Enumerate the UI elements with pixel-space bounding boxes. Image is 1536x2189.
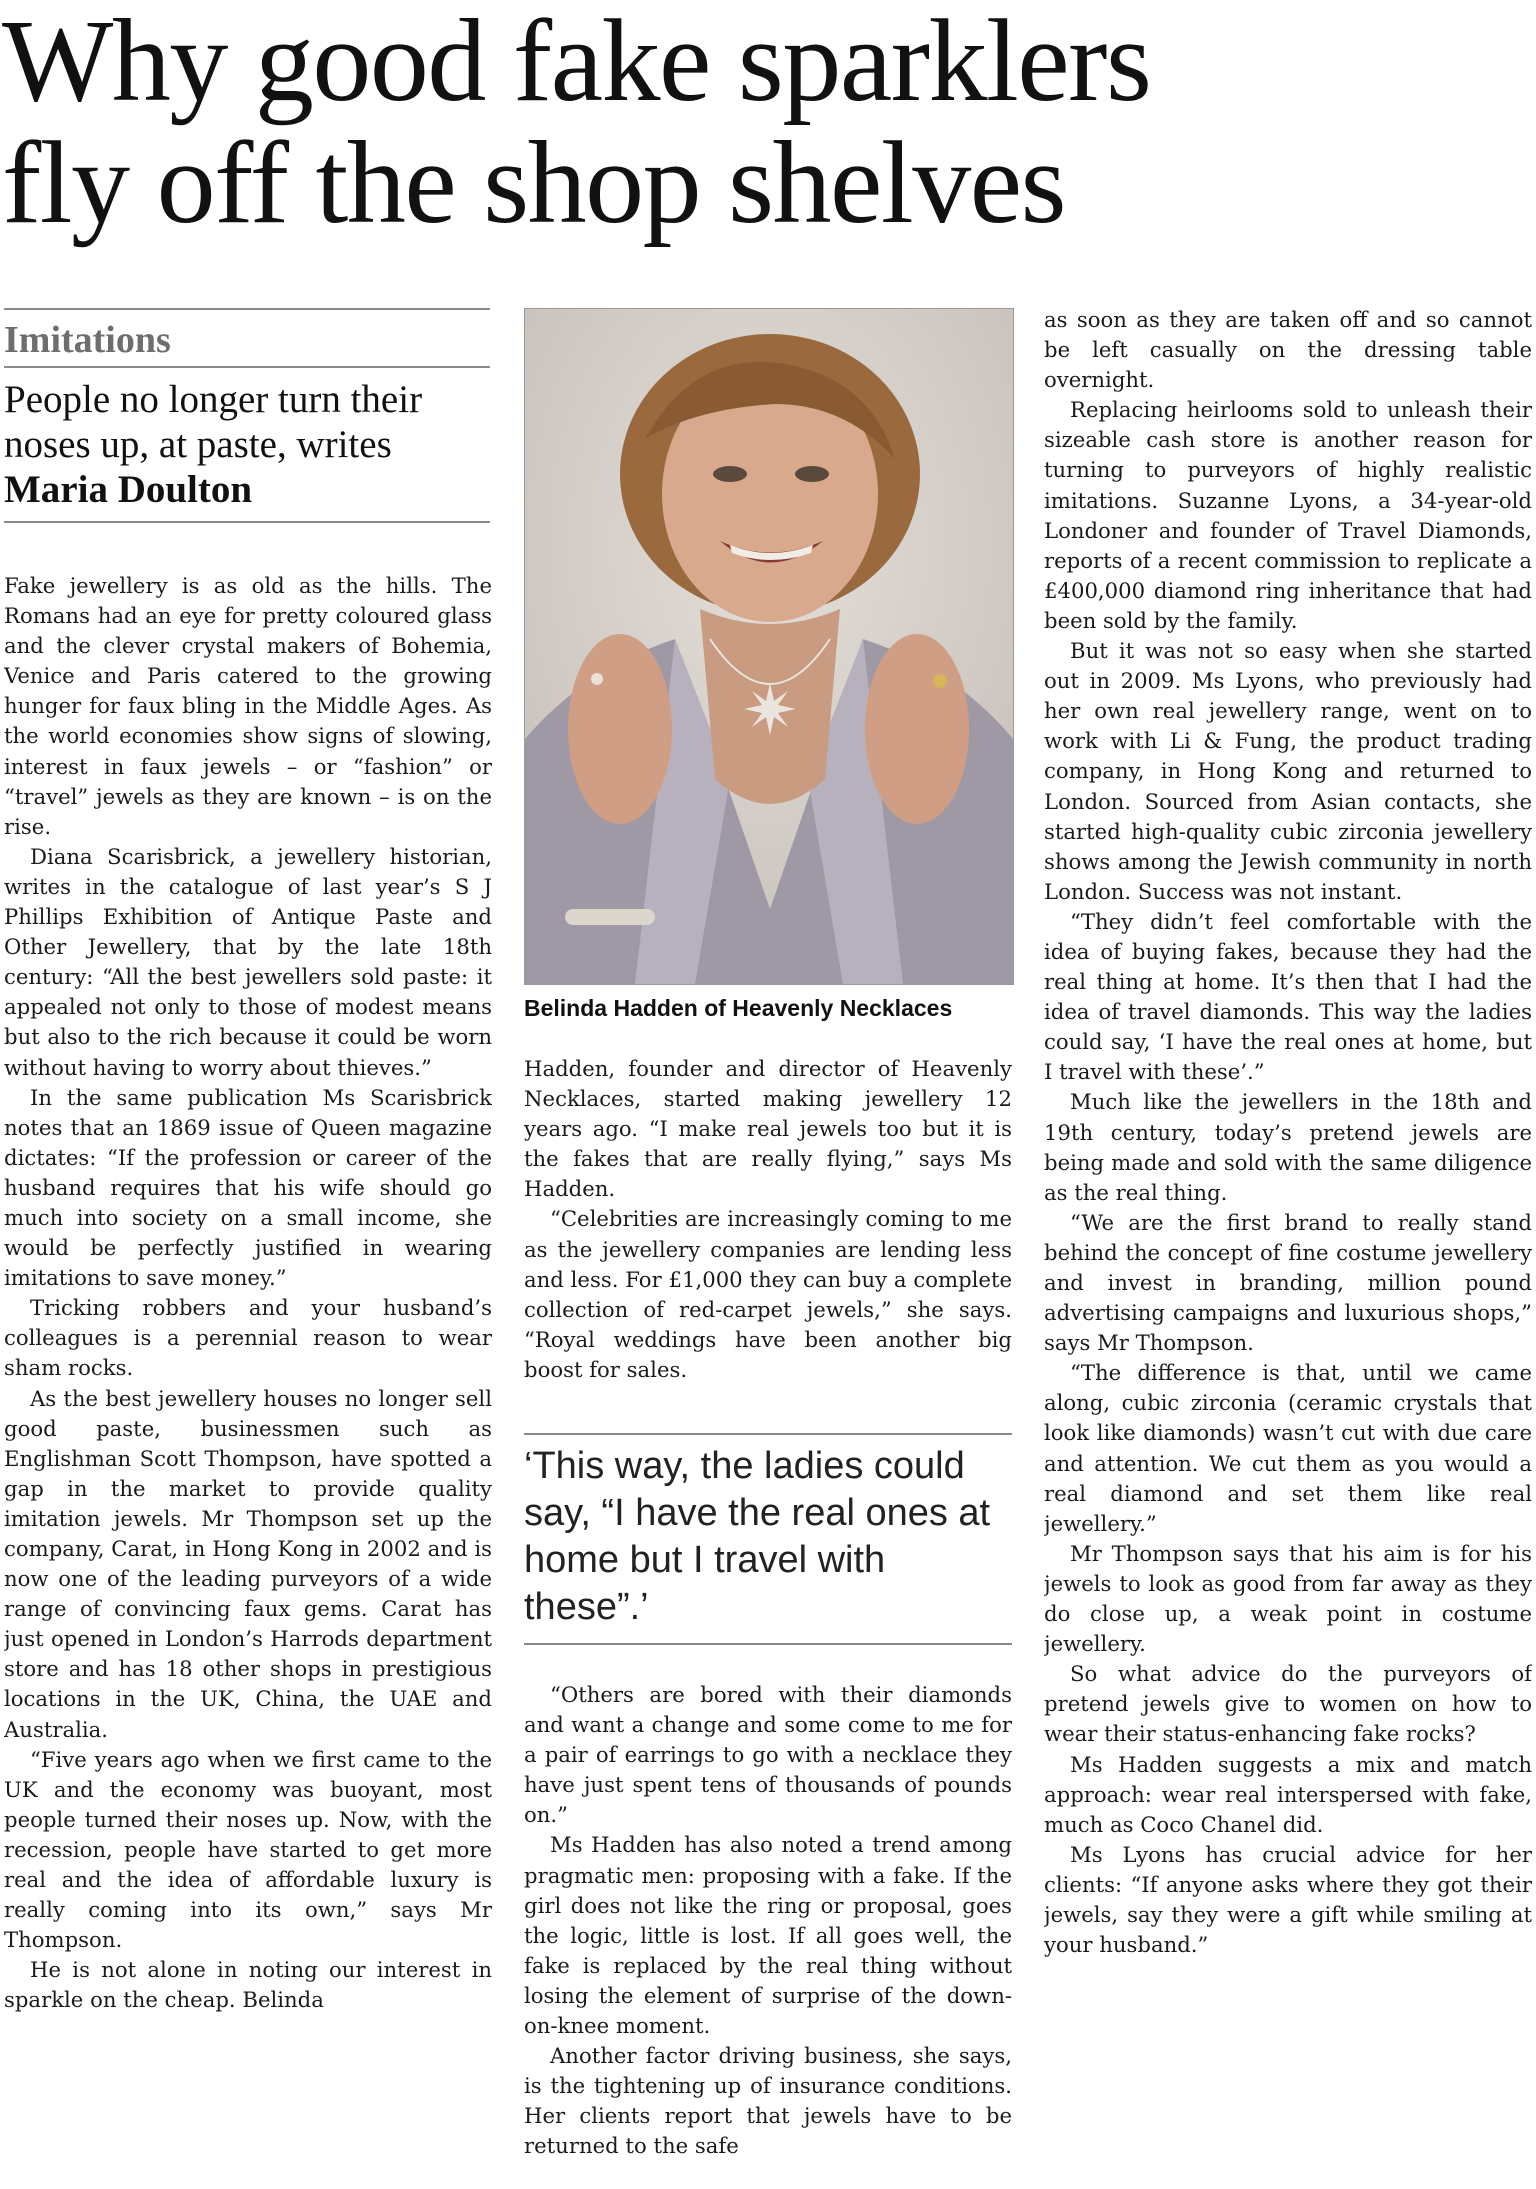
headline [2,0,1532,248]
article-column-left [4,571,492,2183]
headline-line-2: fly off the shop shelves [2,117,1065,248]
standfirst-bottom-rule [4,521,490,523]
paragraph: “Celebrities are increasingly coming to me as the jewellery companies are lending less and less. For £1,000 they can buy a complete collection of red-carpet jewels,” she says. “Royal weddings have been another big boost for sales. [524,1206,1012,1382]
portrait-illustration [525,309,1013,984]
portrait-photo [524,308,1014,985]
paragraph: Diana Scarisbrick, a jewellery historian, writes in the catalogue of last year’s S J Phillips Exhibition of Antique Paste and Other Jewellery, that by the late 18th century: “All the best jewellers sold paste: it appealed not only to those of modest means but also to the rich because it could be worn without having to worry about thieves.” [4,843,492,1080]
paragraph: “They didn’t feel comfortable with the idea of buying fakes, because they had the real thing at home. It’s then that I had the idea of travel diamonds. This way the ladies could say, ‘I have the real ones at home, but I travel with these’.” [1044,908,1532,1085]
paragraph: But it was not so easy when she started out in 2009. Ms Lyons, who previously had her own real jewellery range, went on to work with Li & Fung, the product trading company, in Hong Kong and returned to London. Sourced from Asian contacts, she started high-quality cubic zirconia jewellery shows among the Jewish community in north London. Success was not instant. [1044,638,1532,904]
paragraph: “The difference is that, until we came along, cubic zirconia (ceramic crystals that look like diamonds) wasn’t cut with due care and attention. We cut them as you would a real diamond and set them like real jewellery.” [1044,1360,1532,1536]
paragraph: “We are the first brand to really stand behind the concept of fine costume jewellery and invest in branding, million pound advertising campaigns and luxurious shops,” says Mr Thompson. [1044,1209,1532,1356]
paragraph: In the same publication Ms Scarisbrick notes that an 1869 issue of Queen magazine dictates: “If the profession or career of the husband requires that his wife should go much into society on a small income, she would be perfectly justified in wearing imitations to save money.” [4,1084,492,1291]
standfirst [4,377,490,512]
pullquote-bottom-rule [524,1643,1012,1645]
photo-caption: Belinda Hadden of Heavenly Necklaces [524,995,953,1021]
headline-line-1: Why good fake sparklers [2,0,1151,126]
kicker-top-rule [4,308,490,310]
paragraph: Much like the jewellers in the 18th and 19th century, today’s pretend jewels are being made and sold with the same diligence as the real thing. [1044,1089,1532,1205]
paragraph: As the best jewellery houses no longer sell good paste, businessmen such as Englishman Scott Thompson, have spotted a gap in the market to provide quality imitation jewels. Mr Thompson set up the company, Carat, in Hong Kong in 2002 and is now one of the leading purveyors of a wide range of convincing faux gems. Carat has just opened in London’s Harrods department store and has 18 other shops in prestigious locations in the UK, China, the UAE and Australia. [4,1385,492,1742]
paragraph: “Others are bored with their diamonds and want a change and some come to me for a pair of earrings to go with a necklace they have just spent tens of thousands of pounds on.” [524,1682,1012,1828]
paragraph: as soon as they are taken off and so cannot be left casually on the dressing table overnight. [1044,307,1532,393]
paragraph: So what advice do the purveyors of pretend jewels give to women on how to wear their status-enhancing fake rocks? [1044,1661,1532,1747]
paragraph: Another factor driving business, she says, is the tightening up of insurance conditions. Her clients report that jewels have to be returned to the safe [524,2043,1012,2159]
paragraph: Mr Thompson says that his aim is for his jewels to look as good from far away as they do close up, a weak point in costume jewellery. [1044,1540,1532,1657]
paragraph: “Five years ago when we first came to the UK and the economy was buoyant, most people turned their noses up. Now, with the recession, people have started to get more real and the idea of affordable luxury is really coming into its own,” says Mr Thompson. [4,1746,492,1953]
section-kicker: Imitations [4,319,171,361]
paragraph: Tricking robbers and your husband’s colleagues is a perennial reason to wear sham rocks. [4,1295,492,1381]
paragraph: Replacing heirlooms sold to unleash their sizeable cash store is another reason for turning to purveyors of highly realistic imitations. Suzanne Lyons, a 34-year-old Londoner and founder of Travel Diamonds, reports of a recent commission to replicate a £400,000 diamond ring inheritance that had been sold by the family. [1044,397,1532,633]
paragraph: He is not alone in noting our interest in sparkle on the cheap. Belinda [4,1957,492,2013]
pull-quote: ‘This way, the ladies could say, “I have the real ones at home but I travel with these”.’ [524,1445,991,1628]
paragraph: Hadden, founder and director of Heavenly Necklaces, started making jewellery 12 years ago. “I make real jewels too but it is the fakes that are really flying,” says Ms Hadden. [524,1056,1012,1202]
pullquote-top-rule [524,1433,1012,1435]
article-column-right [1044,305,1532,2183]
article-column-middle-top [524,1054,1012,1416]
kicker-bottom-rule [4,366,490,368]
article-column-middle-bottom [524,1680,1012,2183]
paragraph: Ms Hadden suggests a mix and match approach: wear real interspersed with fake, much as Coco Chanel did. [1044,1751,1532,1837]
standfirst-text: People no longer turn their noses up, at paste, writes [4,378,423,466]
paragraph: Ms Lyons has crucial advice for her clients: “If anyone asks where they got their jewels, say they were a gift while smiling at your husband.” [1044,1841,1532,1958]
paragraph: Fake jewellery is as old as the hills. The Romans had an eye for pretty coloured glass and the clever crystal makers of Bohemia, Venice and Paris catered to the growing hunger for faux bling in the Middle Ages. As the world economies show signs of slowing, interest in faux jewels – or “fashion” or “travel” jewels as they are known – is on the rise. [4,573,492,839]
paragraph: Ms Hadden has also noted a trend among pragmatic men: proposing with a fake. If the girl does not like the ring or proposal, goes the logic, little is lost. If all goes well, the fake is replaced by the real thing without losing the element of surprise of the down-on-knee moment. [524,1832,1012,2039]
byline-author: Maria Doulton [4,468,253,511]
